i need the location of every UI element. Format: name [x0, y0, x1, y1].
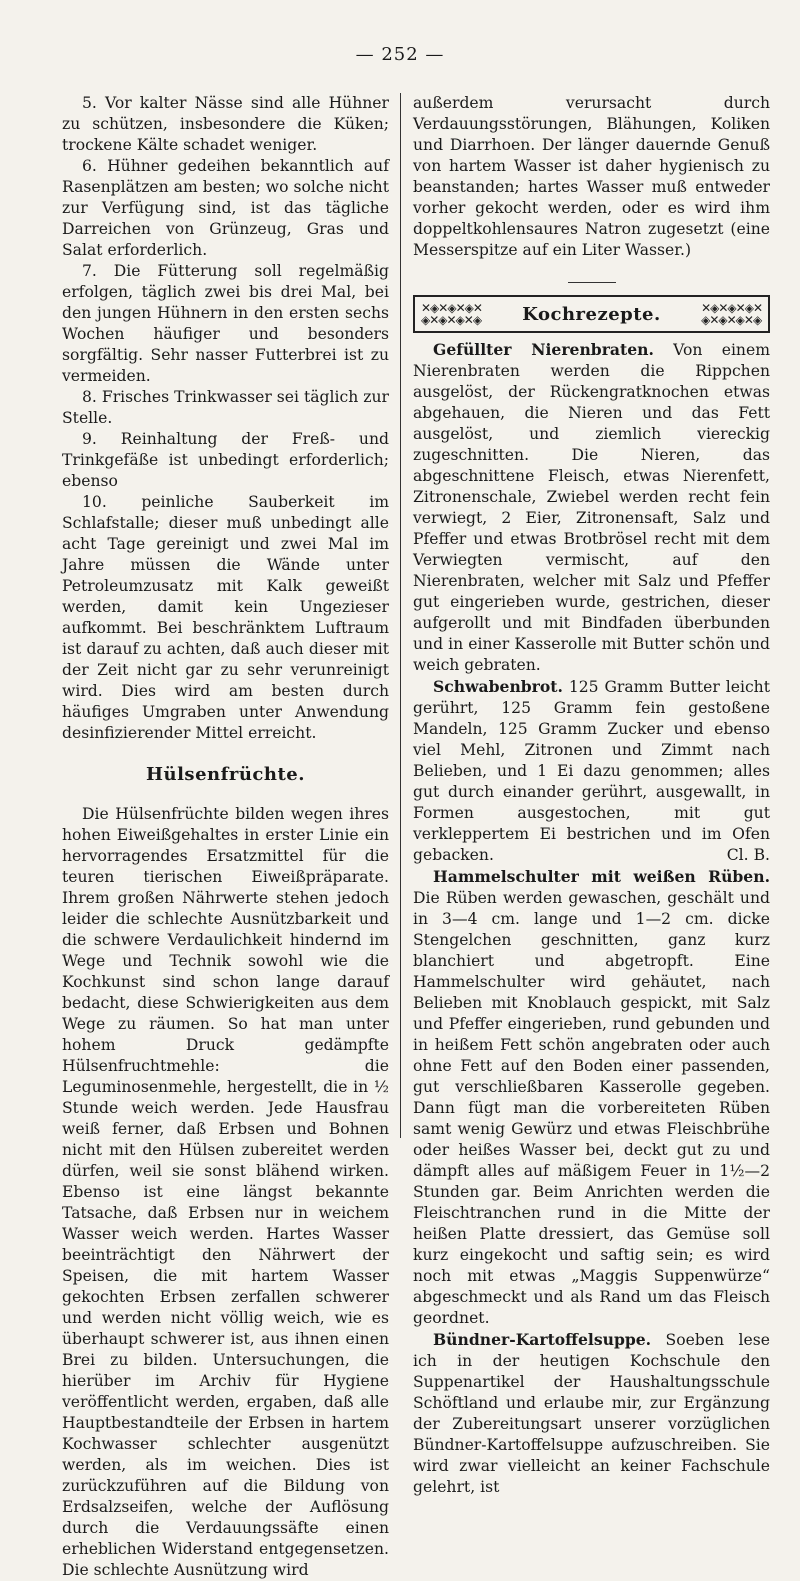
ornament-right: ✕◈✕◈✕◈✕ ◈✕◈✕◈✕◈: [701, 301, 762, 327]
recipe: [413, 1329, 770, 1498]
recipe-name: Hammelschulter mit weißen Rüben.: [433, 867, 770, 886]
section-heading: Hülsenfrüchte.: [146, 764, 305, 785]
article-continuation: außerdem verursacht durch Verdauungsstörungen, Blähungen, Koliken und Diarrhoen. Der länger dauernde Genuß von hartem Wasser ist daher hygienisch zu beanstanden; hartes Wasser muß entweder vorher gekocht werden, oder es wird ihm doppeltkohlensaures Natron zugesetzt (eine Messerspitze auf ein Liter Wasser.): [413, 94, 770, 259]
recipe-text: Die Rüben werden gewaschen, geschält und in 3—4 cm. lange und 1—2 cm. dicke Stengelchen geschnitten, ganz kurz blanchiert und abgetropft. Eine Hammelschulter wird gehäutet, nach Belieben mit Knoblauch gespickt, mit Salz und Pfeffer eingerieben, rund gebunden und in heißem Fett schön angebraten oder auch ohne Fett auf den Boden einer passenden, gut verschließbaren Kasserolle gegeben. Dann fügt man die vorbereiteten Rüben samt wenig Gewürz und etwas Fleischbrühe oder heißes Wasser bei, deckt gut zu und dämpft alles auf mäßigem Feuer in 1½—2 Stunden gar. Beim Anrichten werden die Fleischtranchen rund in die Mitte der heißen Platte dressiert, das Gemüse soll kurz eingekocht und saftig sein; es wird noch mit etwas „Maggis Suppenwürze“ abgeschmeckt und als Rand um das Fleisch geordnet.: [413, 889, 770, 1327]
list-item: 5. Vor kalter Nässe sind alle Hühner zu schützen, insbesondere die Küken; trockene Kälte schadet weniger.: [62, 94, 389, 154]
recipe: [413, 339, 770, 676]
list-item: 10. peinliche Sauberkeit im Schlafstalle; dieser muß unbedingt alle acht Tage gereinigt und zwei Mal im Jahre müssen die Wände unter Petroleumzusatz mit Kalk geweißt werden, damit kein Ungezieser aufkommt. Bei beschränktem Luftraum ist darauf zu achten, daß auch dieser mit der Zeit nicht gar zu sehr verunreinigt wird. Dies wird am besten durch häufiges Umgraben unter Anwendung desinfizierender Mittel erreicht.: [62, 493, 389, 742]
recipe-text: Von einem Nierenbraten werden die Rippchen ausgelöst, der Rückengratknochen etwas abgehauen, die Nieren und das Fett ausgelöst, und ziemlich viereckig zugeschnitten. Die Nieren, das abgeschnittene Fleisch, etwas Nierenfett, Zitronenschale, Zwiebel werden recht fein verwiegt, 2 Eier, Zitronensaft, Salz und Pfeffer und etwas Brotbrösel recht mit dem Verwiegten vermischt, auf den Nierenbraten, welcher mit Salz und Pfeffer gut eingerieben wurde, gestrichen, dieser aufgerollt und mit Bindfaden überbunden und in einer Kasserolle mit Butter schön und weich gebraten.: [413, 341, 770, 674]
list-item: 7. Die Fütterung soll regelmäßig erfolgen, täglich zwei bis drei Mal, bei den jungen Hühnern in den ersten sechs Wochen häufiger und besonders sorgfältig. Sehr nasser Futterbrei ist zu vermeiden.: [62, 262, 389, 385]
list-item: 8. Frisches Trinkwasser sei täglich zur Stelle.: [62, 388, 389, 427]
recipe-name: Schwabenbrot.: [433, 677, 563, 696]
page-number: — 252 —: [355, 44, 445, 65]
banner-title: Kochrezepte.: [522, 303, 661, 325]
list-item: 6. Hühner gedeihen bekanntlich auf Rasenplätzen am besten; wo solche nicht zur Verfügung sind, ist das tägliche Darreichen von Grünzeug, Gras und Salat erforderlich.: [62, 157, 389, 259]
right-column: [413, 93, 770, 1498]
column-divider: [400, 93, 401, 1138]
article-paragraph: Die Hülsenfrüchte bilden wegen ihres hohen Eiweißgehaltes in erster Linie ein hervorragendes Ersatzmittel für die teuren tierischen Eiweißpräparate. Ihrem großen Nährwerte stehen jedoch leider die schlechte Ausnützbarkeit und die schwere Verdaulichkeit hindernd im Wege und Technik sowohl wie die Kochkunst sind schon lange darauf bedacht, diese Schwierigkeiten aus dem Wege zu räumen. So hat man unter hohem Druck gedämpfte Hülsenfruchtmehle: die Leguminosenmehle, hergestellt, die in ½ Stunde weich werden. Jede Hausfrau weiß ferner, daß Erbsen und Bohnen nicht mit den Hülsen zubereitet werden dürfen, weil sie sonst blähend wirken. Ebenso ist eine längst bekannte Tatsache, daß Erbsen nur in weichem Wasser weich werden. Hartes Wasser beeinträchtigt den Nährwert der Speisen, die mit hartem Wasser gekochten Erbsen zerfallen schwerer und werden nicht völlig weich, wie es überhaupt schwerer ist, aus ihnen einen Brei zu bilden. Untersuchungen, die hierüber im Archiv für Hygiene veröffentlicht werden, ergaben, daß alle Hauptbestandteile der Erbsen in hartem Kochwasser schlechter ausgenützt werden, als im weichen. Dies ist zurückzuführen auf die Bildung von Erdsalzseifen, welche der Auflösung durch die Verdauungssäfte einen erheblichen Widerstand entgegensetzen. Die schlechte Ausnützung wird: [62, 805, 389, 1579]
recipe-text: Soeben lese ich in der heutigen Kochschule den Suppenartikel der Haushaltungsschule Schöftland und erlaube mir, zur Ergänzung der Zubereitungsart unserer vorzüglichen Bündner-Kartoffelsuppe aufzuschreiben. Sie wird zwar vielleicht an keiner Fachschule gelehrt, ist: [413, 1331, 770, 1496]
left-column: [62, 93, 389, 1581]
recipe: [413, 866, 770, 1329]
recipe-text: 125 Gramm Butter leicht gerührt, 125 Gramm fein gestoßene Mandeln, 125 Gramm Zucker und ebenso viel Mehl, Zitronen und Zimmt nach Belieben, und 1 Ei dazu genommen; alles gut durch einander gerührt, ausgewallt, in Formen ausgestochen, mit gut verkleppertem Ei bestrichen und im Ofen gebacken.: [413, 678, 770, 864]
recipes-banner: [413, 295, 770, 333]
ornament-left: ✕◈✕◈✕◈✕ ◈✕◈✕◈✕◈: [421, 301, 482, 327]
recipe: [413, 676, 770, 866]
recipe-name: Bündner-Kartoffelsuppe.: [433, 1330, 652, 1349]
recipe-signature: Cl. B.: [726, 846, 770, 864]
recipe-name: Gefüllter Nierenbraten.: [433, 340, 654, 359]
list-item: 9. Reinhaltung der Freß- und Trinkgefäße ist unbedingt erforderlich; ebenso: [62, 430, 389, 490]
separator-rule: [568, 282, 616, 283]
